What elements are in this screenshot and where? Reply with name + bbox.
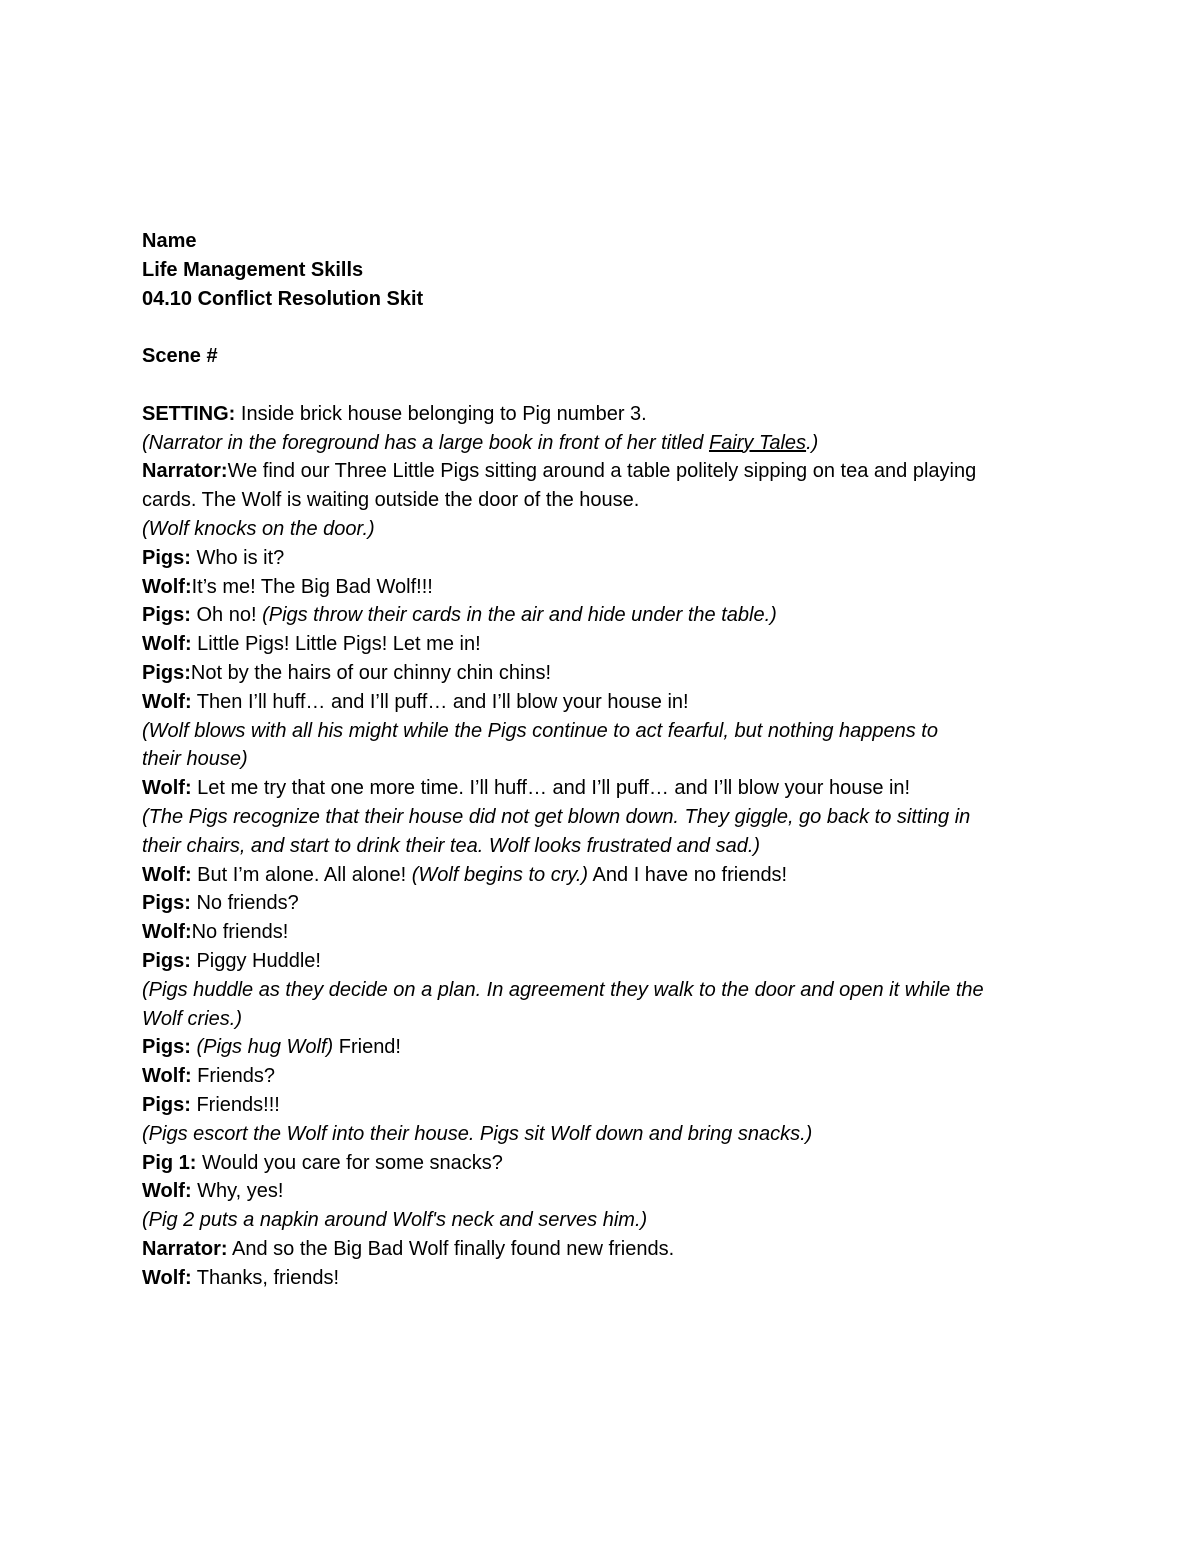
speaker-label: Wolf: [142, 575, 192, 598]
dialogue-line [142, 1264, 1062, 1293]
dialogue-line [142, 1235, 1062, 1264]
stage-direction: (Pigs escort the Wolf into their house. Pigs sit Wolf down and bring snacks.) [142, 1122, 813, 1145]
dialogue-text: No friends? [190, 892, 299, 915]
dialogue-line [142, 544, 1062, 573]
speaker-label: Pigs: [142, 1036, 191, 1059]
assignment-title: 04.10 Conflict Resolution Skit [142, 287, 424, 310]
dialogue-text: Would you care for some snacks? [196, 1151, 503, 1174]
dialogue-continuation: cards. The Wolf is waiting outside the door of the house. [142, 489, 640, 512]
dialogue-line [142, 947, 1062, 976]
speaker-label: Wolf: [142, 777, 192, 800]
inline-stage-direction: (Pigs hug Wolf) [196, 1036, 334, 1059]
student-name-label: Name [142, 230, 197, 252]
spacer [142, 371, 1062, 400]
scene-number-label: Scene # [142, 345, 218, 368]
spacer [142, 313, 1062, 342]
stage-direction-continuation: Wolf cries.) [142, 1007, 242, 1030]
dialogue-text: Friends? [191, 1065, 275, 1088]
dialogue-text: Let me try that one more time. I’ll huff… and I’ll puff… and I’ll blow your house in! [191, 777, 911, 800]
dialogue-text: Piggy Huddle! [190, 949, 321, 972]
setting-line [142, 400, 1062, 429]
speaker-label: Pigs: [142, 661, 191, 684]
dialogue-text: Inside brick house belonging to Pig number 3. [235, 402, 647, 425]
stage-direction-continuation: their chairs, and start to drink their tea. Wolf looks frustrated and sad.) [142, 834, 761, 857]
speaker-label: Wolf: [142, 1065, 192, 1088]
dialogue-text: It’s me! The Big Bad Wolf!!! [191, 575, 433, 598]
dialogue-text: Oh no! [190, 604, 263, 627]
speaker-label: Pigs: [142, 892, 191, 915]
dialogue-line [142, 630, 1062, 659]
stage-direction: (The Pigs recognize that their house did not get blown down. They giggle, go back to sitting in [142, 805, 971, 828]
dialogue-line [142, 1177, 1062, 1206]
speaker-label: Pigs: [142, 604, 191, 627]
speaker-label: Wolf: [142, 921, 192, 944]
dialogue-line [142, 1033, 1062, 1062]
stage-direction: (Pigs huddle as they decide on a plan. In agreement they walk to the door and open it while the [142, 978, 984, 1001]
speaker-label: Narrator: [142, 1237, 228, 1260]
dialogue-text: Friends!!! [190, 1093, 280, 1116]
dialogue-text: Friend! [333, 1036, 401, 1059]
dialogue-text: And I have no friends! [588, 863, 788, 886]
speaker-label: SETTING: [142, 402, 236, 425]
inline-stage-direction: (Pigs throw their cards in the air and hide under the table.) [262, 604, 777, 627]
direction-text: .) [806, 431, 819, 454]
document-body [142, 227, 1062, 1292]
dialogue-line [142, 688, 1062, 717]
stage-direction-continuation: their house) [142, 748, 248, 771]
dialogue-line [142, 1091, 1062, 1120]
stage-direction: (Wolf knocks on the door.) [142, 517, 375, 540]
dialogue-line [142, 889, 1062, 918]
stage-direction [142, 429, 1062, 458]
skit-script [142, 400, 1062, 1293]
speaker-label: Narrator: [142, 460, 228, 483]
dialogue-line [142, 861, 1062, 890]
speaker-label: Wolf: [142, 690, 192, 713]
speaker-label: Wolf: [142, 633, 192, 656]
dialogue-line [142, 774, 1062, 803]
dialogue-line [142, 659, 1062, 688]
speaker-label: Wolf: [142, 1180, 192, 1203]
dialogue-text: Who is it? [190, 546, 285, 569]
stage-direction: (Wolf blows with all his might while the Pigs continue to act fearful, but nothing happens to [142, 719, 938, 742]
dialogue-line [142, 601, 1062, 630]
speaker-label: Pig 1: [142, 1151, 197, 1174]
dialogue-text: We find our Three Little Pigs sitting around a table politely sipping on tea and playing [227, 460, 977, 483]
speaker-label: Wolf: [142, 863, 192, 886]
stage-direction: (Pig 2 puts a napkin around Wolf's neck and serves him.) [142, 1209, 648, 1232]
dialogue-text: Then I’ll huff… and I’ll puff… and I’ll blow your house in! [191, 690, 689, 713]
speaker-label: Pigs: [142, 546, 191, 569]
dialogue-text: No friends! [191, 921, 289, 944]
direction-text: (Narrator in the foreground has a large book in front of her titled [142, 431, 709, 454]
speaker-label: Pigs: [142, 1093, 191, 1116]
dialogue-line [142, 1062, 1062, 1091]
dialogue-text: And so the Big Bad Wolf finally found new friends. [227, 1237, 675, 1260]
dialogue-text: Not by the hairs of our chinny chin chins! [190, 661, 552, 684]
dialogue-text: Why, yes! [191, 1180, 284, 1203]
course-title: Life Management Skills [142, 258, 364, 281]
speaker-label: Wolf: [142, 1266, 192, 1289]
speaker-label: Pigs: [142, 949, 191, 972]
dialogue-line [142, 1149, 1062, 1178]
dialogue-text: Little Pigs! Little Pigs! Let me in! [191, 633, 481, 656]
inline-stage-direction: (Wolf begins to cry.) [411, 863, 589, 886]
dialogue-line [142, 573, 1062, 602]
book-title: Fairy Tales [708, 431, 807, 454]
dialogue-text: Thanks, friends! [191, 1266, 340, 1289]
dialogue-line [142, 918, 1062, 947]
dialogue-line [142, 457, 1062, 486]
dialogue-text: But I’m alone. All alone! [191, 863, 412, 886]
